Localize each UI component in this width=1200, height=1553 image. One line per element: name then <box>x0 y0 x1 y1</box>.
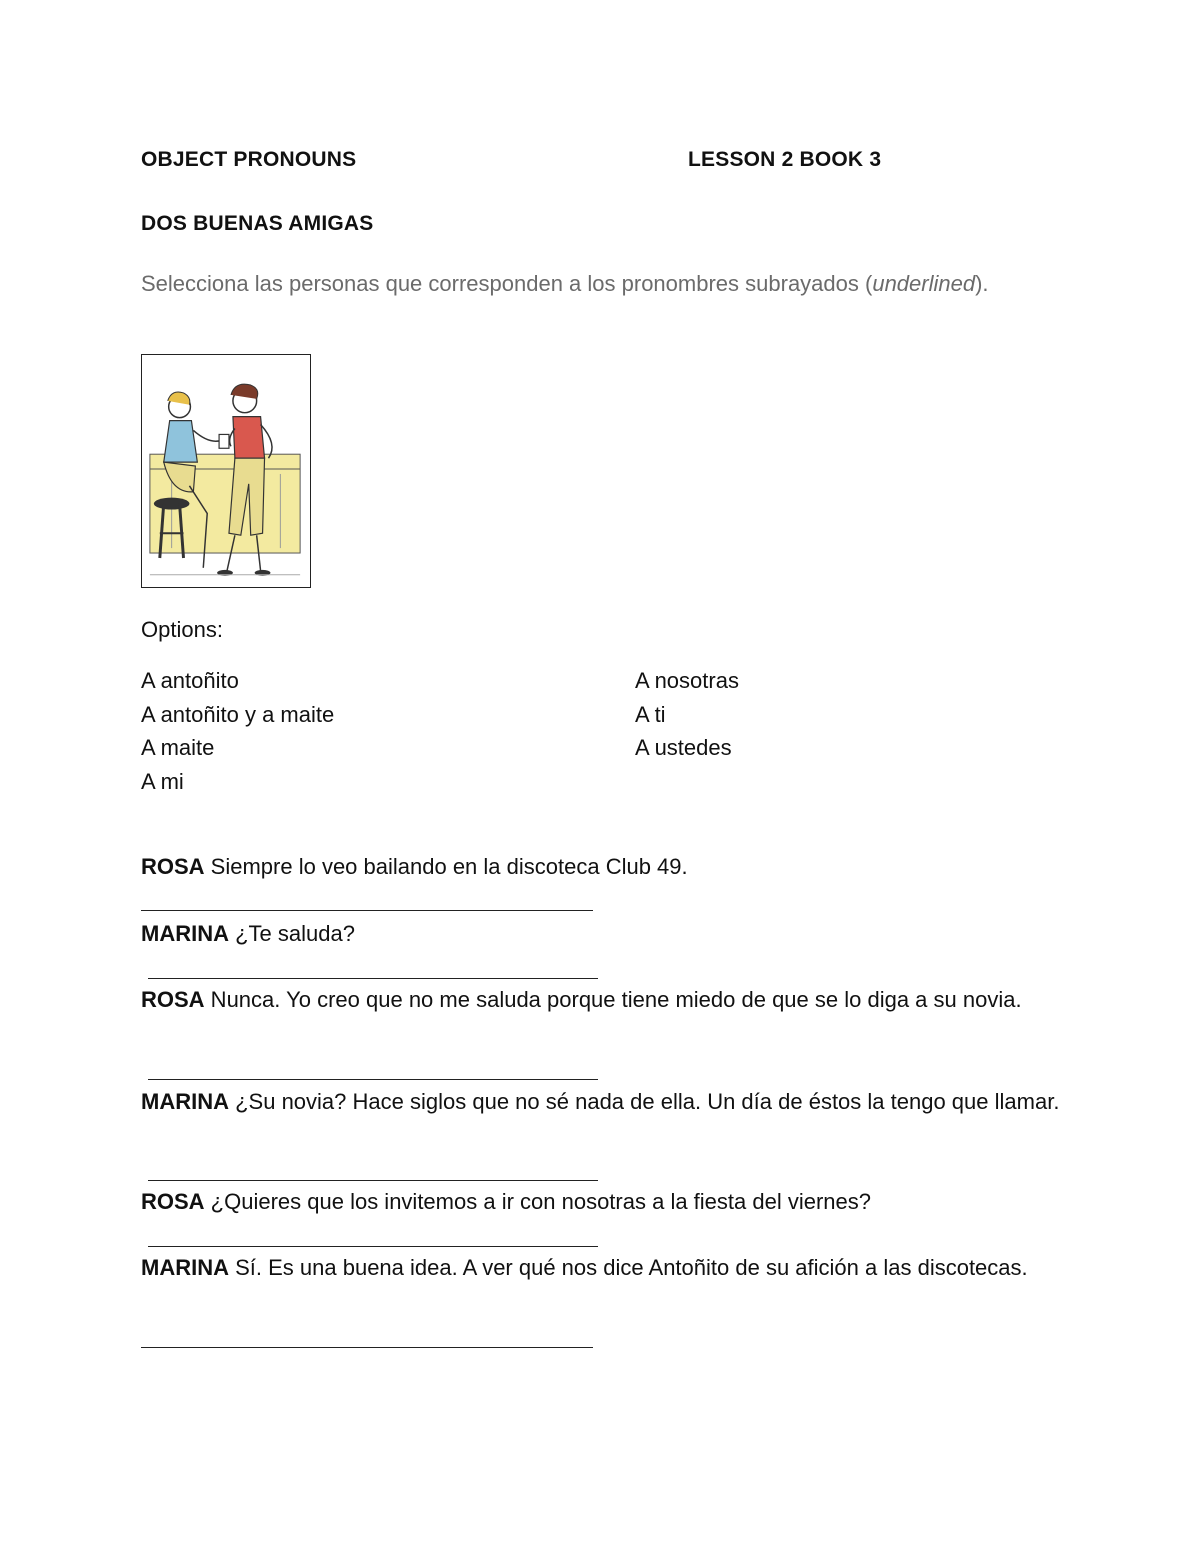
answer-blank-4[interactable] <box>148 1180 598 1181</box>
dialogue-text: Nunca. Yo creo que no me saluda porque tiene miedo de que se lo diga a su novia. <box>204 987 1022 1012</box>
option-item: A ti <box>635 701 666 727</box>
answer-blank-3[interactable] <box>148 1079 598 1080</box>
option-item: A mi <box>141 768 184 794</box>
instructions-tail: ). <box>975 271 989 296</box>
document-title: OBJECT PRONOUNS <box>141 148 357 171</box>
document-subtitle: DOS BUENAS AMIGAS <box>141 212 374 235</box>
dialogue-line-3 <box>141 983 1061 1017</box>
dialogue-text: ¿Quieres que los invitemos a ir con nosotras a la fiesta del viernes? <box>204 1189 871 1214</box>
options-label: Options: <box>141 617 223 642</box>
option-item: A antoñito y a maite <box>141 701 335 727</box>
dialogue-line-5 <box>141 1185 1061 1219</box>
answer-blank-6[interactable] <box>141 1347 593 1348</box>
dialogue-text: ¿Te saluda? <box>229 921 355 946</box>
answer-blank-5[interactable] <box>148 1246 598 1247</box>
speaker-name: MARINA <box>141 1255 229 1280</box>
option-item: A nosotras <box>635 668 739 693</box>
answer-blank-1[interactable] <box>141 910 593 911</box>
instructions-text: Selecciona las personas que corresponden a los pronombres subrayados ( <box>141 271 873 296</box>
speaker-name: ROSA <box>141 987 205 1012</box>
option-item: A ustedes <box>635 735 732 760</box>
illustration-two-friends <box>141 354 311 588</box>
dialogue-text: ¿Su novia? Hace siglos que no sé nada de ella. Un día de éstos la tengo que llamar. <box>229 1089 1060 1114</box>
instructions-italic: underlined <box>872 271 976 296</box>
speaker-name: ROSA <box>141 854 205 879</box>
speaker-name: ROSA <box>141 1189 205 1214</box>
dialogue-text: Siempre lo veo bailando en la discoteca Club 49. <box>204 854 688 879</box>
option-item: A maite <box>141 735 215 760</box>
dialogue-line-1 <box>141 850 1061 884</box>
lesson-label: LESSON 2 BOOK 3 <box>688 148 882 171</box>
dialogue-line-6 <box>141 1251 1061 1285</box>
answer-blank-2[interactable] <box>148 978 598 979</box>
speaker-name: MARINA <box>141 1089 229 1114</box>
dialogue-line-2 <box>141 917 1061 951</box>
dialogue-text: Sí. Es una buena idea. A ver qué nos dice Antoñito de su afición a las discotecas. <box>229 1255 1028 1280</box>
speaker-name: MARINA <box>141 921 229 946</box>
dialogue-line-4 <box>141 1085 1061 1119</box>
options-left-column <box>141 664 334 798</box>
friends-illustration-svg <box>142 355 310 587</box>
options-right-column <box>635 664 739 765</box>
instructions <box>141 267 1041 301</box>
option-item: A antoñito <box>141 668 239 693</box>
